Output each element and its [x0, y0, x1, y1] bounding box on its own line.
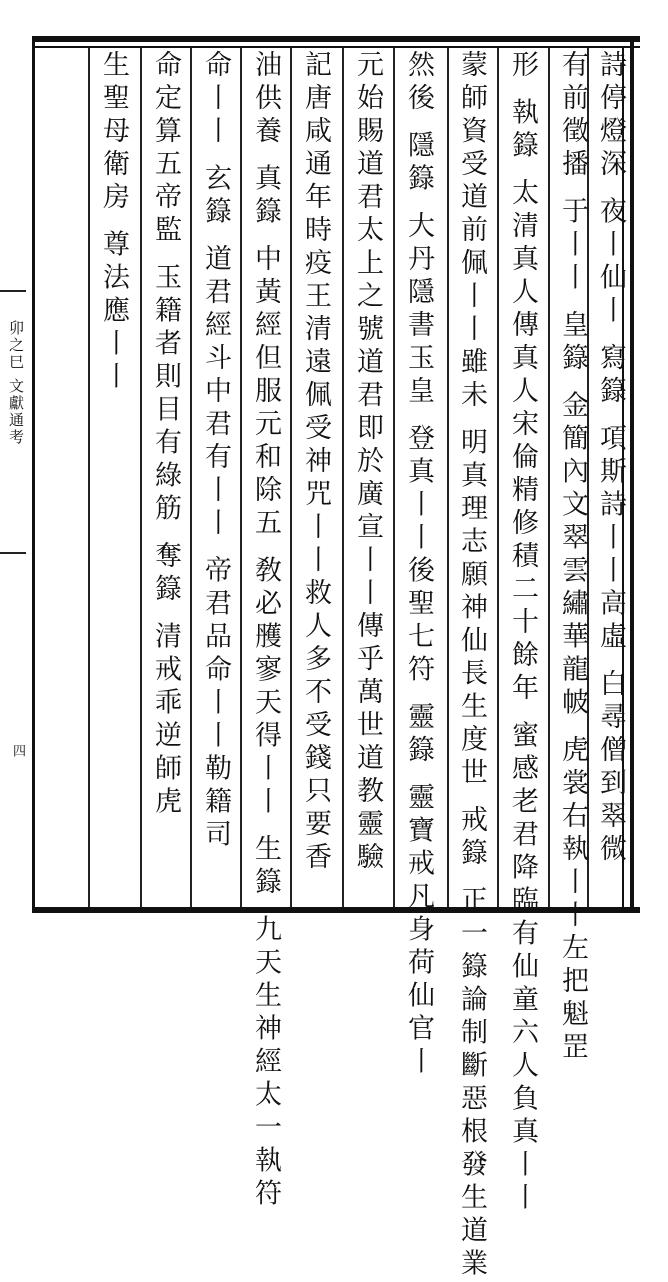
frame-top-border [32, 36, 640, 42]
text-column-3: 形 執籙 太清真人傳真人宋倫精修積二十餘年 蜜感老君降臨有仙童六人負真丨丨 [507, 50, 538, 1216]
text-column-8: 油供養 真籙 中黃經但服元和除五 敎必雘寥天得丨丨 生籙 九天生神經太一執符 [250, 50, 281, 1212]
column-divider [393, 48, 395, 907]
text-column-6: 元始賜道君太上之號道君即於廣宣丨丨傳乎萬世道教靈驗 [352, 50, 383, 875]
column-divider [548, 48, 550, 907]
column-divider [88, 48, 90, 907]
column-divider [447, 48, 449, 907]
frame-right-border [630, 36, 634, 913]
column-divider [190, 48, 192, 907]
text-column-10: 命定算五帝監 玉籍者則目有綠筋 奪籙 清戒乖逆師虎 [150, 50, 181, 820]
column-divider [497, 48, 499, 907]
text-column-1: 詩停燈深 夜丨仙丨 寫籙 項斯詩丨丨高虛 白尋僧到翠微 [595, 50, 626, 868]
frame-left-border [32, 36, 35, 913]
column-divider [342, 48, 344, 907]
margin-title: 卯之巳 文獻通考 [7, 320, 25, 446]
text-column-2: 有前徵播 于丨丨 皇籙 金簡內文翠雲繡華龍帔 虎裳右執丨丨左把魁罡 [557, 50, 588, 1066]
column-divider [140, 48, 142, 907]
column-divider [240, 48, 242, 907]
text-column-11: 生聖母衛房 尊法應丨丨 [98, 50, 129, 395]
text-column-5: 然後 隱籙 大丹隱書玉皇 登真丨丨後聖七符 靈籙 靈寶戒凡身荷仙官丨 [403, 50, 434, 1080]
column-divider [290, 48, 292, 907]
text-column-4: 蒙師資受道前佩丨丨雖未 明真理志願神仙長生度世 戒籙 正一籙論制斷惡根發生道業 [456, 50, 487, 1282]
text-column-9: 命丨丨 玄籙 道君經斗中君有丨丨 帝君品命丨丨勒籍司 [200, 50, 231, 853]
page-number: 四 [10, 744, 25, 757]
frame-bottom-border [32, 907, 640, 913]
text-column-7: 記唐咸通年時疫王清遠佩受神咒丨丨救人多不受錢只要香 [300, 50, 331, 875]
